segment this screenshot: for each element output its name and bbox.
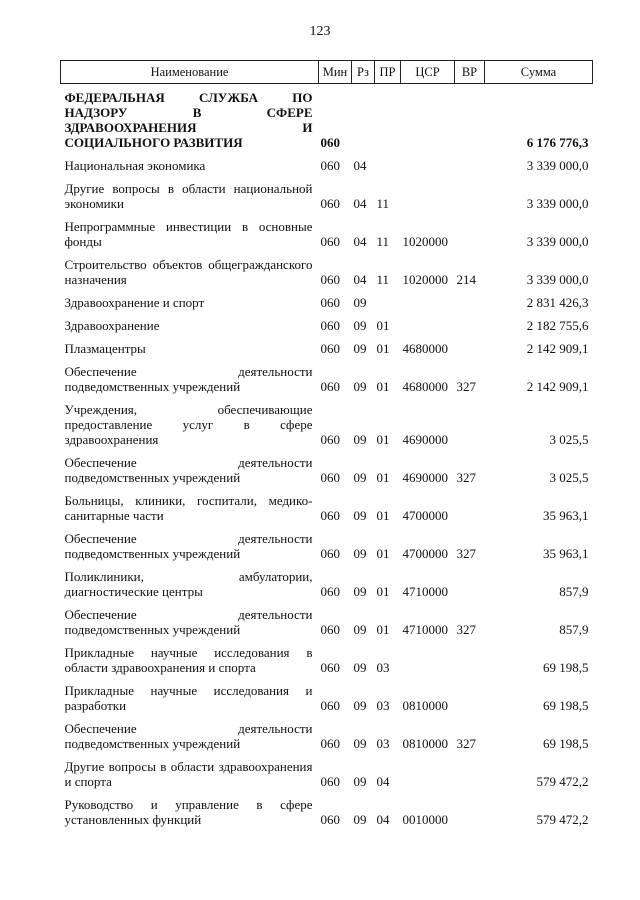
header-rz: Рз	[352, 61, 375, 84]
cell-min: 060	[320, 432, 340, 447]
cell-pr: 01	[376, 546, 390, 561]
cell-pr: 01	[376, 379, 390, 394]
cell-csr: 4690000	[402, 432, 448, 447]
cell-csr: 4700000	[402, 508, 448, 523]
cell-csr: 0810000	[402, 698, 448, 713]
cell-sum: 857,9	[559, 622, 589, 637]
cell-name: Прикладные научные исследования в области здравоохранения и спорта	[64, 645, 313, 675]
header-min: Мин	[319, 61, 352, 84]
cell-vr	[455, 318, 485, 341]
cell-pr	[375, 295, 401, 318]
cell-min: 060	[320, 622, 340, 637]
cell-csr: 1020000	[402, 272, 448, 287]
cell-csr: 4710000	[402, 584, 448, 599]
cell-sum: 35 963,1	[543, 508, 589, 523]
cell-sum: 69 198,5	[543, 736, 589, 751]
table-row	[61, 569, 593, 607]
cell-name: Руководство и управление в сфере установленных функций	[64, 797, 313, 827]
cell-pr: 01	[376, 341, 390, 356]
cell-sum: 69 198,5	[543, 660, 589, 675]
cell-vr: 327	[456, 379, 476, 394]
table-row	[61, 181, 593, 219]
cell-csr	[401, 645, 455, 683]
cell-min: 060	[320, 546, 340, 561]
cell-csr	[401, 759, 455, 797]
cell-name: Плазмацентры	[64, 341, 146, 356]
cell-min: 060	[320, 318, 340, 333]
cell-vr: 214	[456, 272, 476, 287]
cell-rz: 09	[353, 546, 367, 561]
cell-vr	[455, 84, 485, 159]
cell-vr: 327	[456, 546, 476, 561]
cell-csr	[401, 295, 455, 318]
cell-csr: 4680000	[402, 341, 448, 356]
page-number: 123	[309, 24, 331, 39]
cell-sum: 2 142 909,1	[526, 341, 589, 356]
cell-min: 060	[320, 234, 340, 249]
cell-name: Непрограммные инвестиции в основные фонды	[64, 219, 313, 249]
cell-csr: 0010000	[402, 812, 448, 827]
cell-min: 060	[320, 698, 340, 713]
cell-sum: 579 472,2	[536, 812, 589, 827]
cell-name: Обеспечение деятельности подведомственных учреждений	[64, 364, 313, 394]
cell-csr	[401, 181, 455, 219]
cell-rz	[352, 84, 375, 159]
table-row	[61, 318, 593, 341]
cell-rz: 09	[353, 774, 367, 789]
header-csr: ЦСР	[401, 61, 455, 84]
header-name: Наименование	[61, 61, 319, 84]
table-row	[61, 257, 593, 295]
cell-pr: 03	[376, 736, 390, 751]
cell-vr: 327	[456, 736, 476, 751]
cell-csr: 4690000	[402, 470, 448, 485]
cell-sum: 3 025,5	[549, 432, 589, 447]
cell-sum: 3 339 000,0	[526, 158, 589, 173]
cell-sum: 2 831 426,3	[526, 295, 589, 310]
table-row	[61, 759, 593, 797]
cell-vr	[455, 219, 485, 257]
cell-min: 060	[320, 584, 340, 599]
cell-pr	[375, 84, 401, 159]
header-pr: ПР	[375, 61, 401, 84]
cell-min: 060	[320, 774, 340, 789]
cell-csr	[401, 84, 455, 159]
table-row	[61, 402, 593, 455]
cell-min: 060	[320, 272, 340, 287]
cell-name: Здравоохранение	[64, 318, 160, 333]
cell-name: Прикладные научные исследования и разработки	[64, 683, 313, 713]
cell-vr	[455, 158, 485, 181]
cell-sum: 3 025,5	[549, 470, 589, 485]
cell-pr: 04	[376, 774, 390, 789]
cell-sum: 3 339 000,0	[526, 196, 589, 211]
table-row	[61, 219, 593, 257]
cell-csr: 1020000	[402, 234, 448, 249]
cell-rz: 04	[353, 272, 367, 287]
table-row	[61, 645, 593, 683]
cell-rz: 09	[353, 698, 367, 713]
cell-rz: 09	[353, 295, 367, 310]
cell-pr	[375, 158, 401, 181]
cell-pr: 01	[376, 432, 390, 447]
table-row	[61, 493, 593, 531]
cell-sum: 69 198,5	[543, 698, 589, 713]
cell-vr: 327	[456, 622, 476, 637]
cell-rz: 09	[353, 812, 367, 827]
header-vr: ВР	[455, 61, 485, 84]
cell-csr	[401, 318, 455, 341]
cell-sum: 857,9	[559, 584, 589, 599]
cell-pr: 01	[376, 584, 390, 599]
cell-pr: 01	[376, 318, 390, 333]
cell-vr	[455, 181, 485, 219]
cell-vr	[455, 295, 485, 318]
cell-min: 060	[320, 812, 340, 827]
cell-rz: 09	[353, 379, 367, 394]
table-row	[61, 158, 593, 181]
cell-rz: 04	[353, 158, 367, 173]
cell-min: 060	[320, 196, 340, 211]
cell-min: 060	[320, 158, 340, 173]
table-row	[61, 607, 593, 645]
table-row	[61, 455, 593, 493]
header-row	[61, 61, 593, 84]
cell-sum: 3 339 000,0	[526, 272, 589, 287]
cell-min: 060	[320, 341, 340, 356]
cell-pr: 01	[376, 470, 390, 485]
cell-rz: 04	[353, 196, 367, 211]
cell-pr: 11	[376, 196, 390, 211]
table-row	[61, 341, 593, 364]
cell-pr: 03	[376, 698, 390, 713]
header-sum: Сумма	[485, 61, 593, 84]
cell-name: Учреждения, обеспечивающие предоставление услуг в сфере здравоохранения	[64, 402, 313, 447]
cell-min: 060	[320, 736, 340, 751]
cell-vr	[455, 493, 485, 531]
cell-name: Обеспечение деятельности подведомственных учреждений	[64, 531, 313, 561]
cell-rz: 09	[353, 508, 367, 523]
cell-vr	[455, 683, 485, 721]
cell-rz: 09	[353, 318, 367, 333]
cell-rz: 09	[353, 470, 367, 485]
cell-min: 060	[320, 379, 340, 394]
cell-min: 060	[320, 660, 340, 675]
budget-table	[60, 60, 593, 835]
cell-name: Поликлиники, амбулатории, диагностические центры	[64, 569, 313, 599]
cell-pr: 11	[376, 272, 390, 287]
cell-rz: 04	[353, 234, 367, 249]
cell-name: Национальная экономика	[64, 158, 206, 173]
table-row	[61, 364, 593, 402]
cell-name: ФЕДЕРАЛЬНАЯ СЛУЖБА ПО НАДЗОРУ В СФЕРЕ ЗДРАВООХРАНЕНИЯ И СОЦИАЛЬНОГО РАЗВИТИЯ	[64, 90, 313, 150]
cell-rz: 09	[353, 341, 367, 356]
cell-csr: 4710000	[402, 622, 448, 637]
table-header	[61, 61, 593, 84]
table-row	[61, 84, 593, 159]
table-row	[61, 295, 593, 318]
cell-min: 060	[320, 470, 340, 485]
cell-sum: 6 176 776,3	[526, 135, 589, 150]
cell-vr	[455, 402, 485, 455]
cell-name: Другие вопросы в области национальной экономики	[64, 181, 313, 211]
cell-min: 060	[320, 295, 340, 310]
table-row	[61, 531, 593, 569]
cell-name: Здравоохранение и спорт	[64, 295, 205, 310]
cell-rz: 09	[353, 660, 367, 675]
table-row	[61, 721, 593, 759]
table-body	[61, 84, 593, 836]
cell-rz: 09	[353, 584, 367, 599]
cell-rz: 09	[353, 622, 367, 637]
cell-name: Строительство объектов общегражданского назначения	[64, 257, 313, 287]
cell-pr: 01	[376, 508, 390, 523]
cell-sum: 2 142 909,1	[526, 379, 589, 394]
cell-sum: 2 182 755,6	[526, 318, 589, 333]
cell-pr: 11	[376, 234, 390, 249]
cell-csr: 4680000	[402, 379, 448, 394]
cell-pr: 04	[376, 812, 390, 827]
cell-name: Обеспечение деятельности подведомственных учреждений	[64, 607, 313, 637]
cell-vr	[455, 569, 485, 607]
cell-sum: 3 339 000,0	[526, 234, 589, 249]
cell-name: Другие вопросы в области здравоохранения и спорта	[64, 759, 313, 789]
cell-vr	[455, 797, 485, 835]
cell-pr: 03	[376, 660, 390, 675]
cell-pr: 01	[376, 622, 390, 637]
cell-csr: 4700000	[402, 546, 448, 561]
cell-name: Обеспечение деятельности подведомственных учреждений	[64, 455, 313, 485]
cell-sum: 35 963,1	[543, 546, 589, 561]
cell-csr: 0810000	[402, 736, 448, 751]
cell-rz: 09	[353, 432, 367, 447]
cell-sum: 579 472,2	[536, 774, 589, 789]
table-row	[61, 797, 593, 835]
cell-rz: 09	[353, 736, 367, 751]
cell-vr: 327	[456, 470, 476, 485]
cell-vr	[455, 759, 485, 797]
cell-min: 060	[320, 135, 340, 150]
cell-name: Больницы, клиники, госпитали, медико-санитарные части	[64, 493, 313, 523]
table-row	[61, 683, 593, 721]
cell-csr	[401, 158, 455, 181]
cell-min: 060	[320, 508, 340, 523]
cell-name: Обеспечение деятельности подведомственных учреждений	[64, 721, 313, 751]
cell-vr	[455, 341, 485, 364]
cell-vr	[455, 645, 485, 683]
